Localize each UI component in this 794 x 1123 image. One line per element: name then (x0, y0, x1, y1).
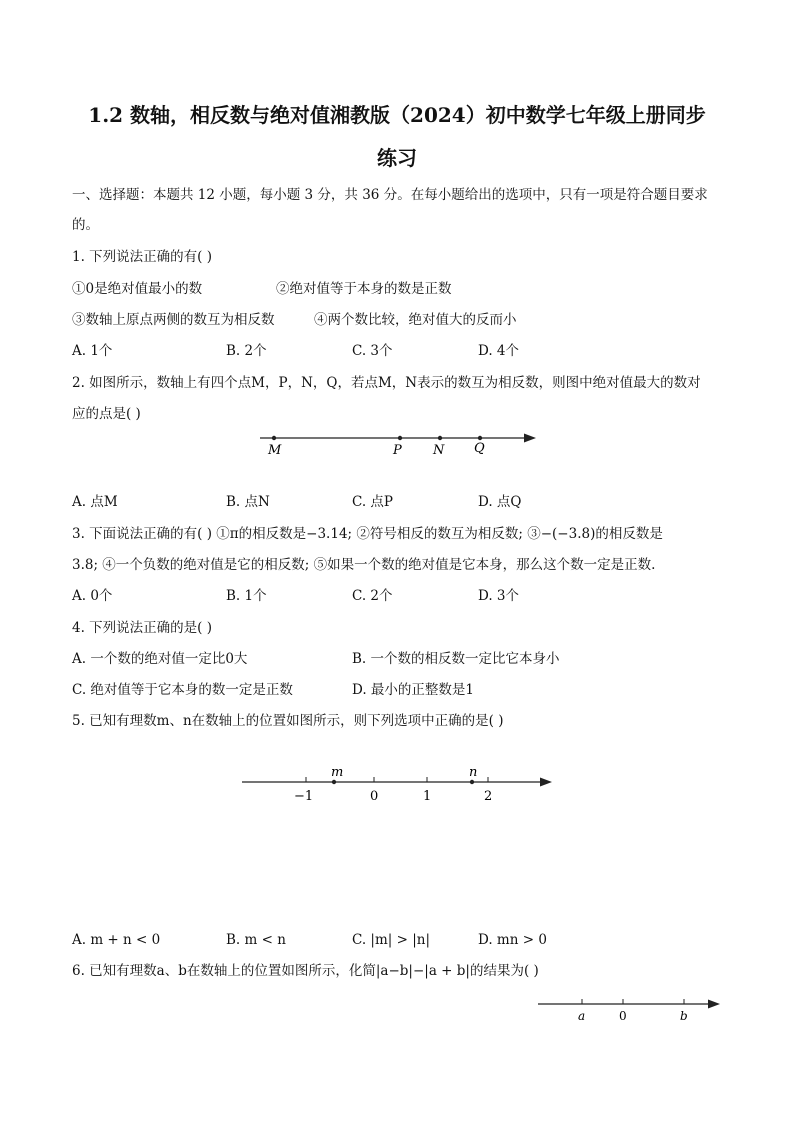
question-3-option-c[interactable]: C. 2个 (352, 588, 393, 604)
question-4-option-c[interactable]: C. 绝对值等于它本身的数一定是正数 (72, 682, 293, 698)
point-m-label: m (331, 765, 344, 780)
section-instructions: 一、选择题：本题共 12 小题，每小题 3 分，共 36 分。在每小题给出的选项中，只有一项是符合题目要求 (72, 187, 708, 203)
question-1-option-a[interactable]: A. 1个 (72, 343, 113, 359)
page-title: 1.2 数轴，相反数与绝对值湘教版（2024）初中数学七年级上册同步 (88, 103, 706, 127)
question-5-option-c[interactable]: C. |m| > |n| (352, 932, 431, 948)
question-2-option-a[interactable]: A. 点M (72, 494, 118, 510)
point-b-label: b (680, 1009, 688, 1023)
tick-label-minus-one: −1 (294, 789, 314, 804)
question-1-statement-4: ④两个数比较，绝对值大的反而小 (314, 312, 517, 328)
question-5-option-a[interactable]: A. m + n < 0 (72, 932, 161, 948)
question-3-stem: 3. 下面说法正确的有( ) ①π的相反数是−3.14; ②符号相反的数互为相反数; ③−(−3.8)的相反数是 (72, 526, 663, 542)
question-2-option-c[interactable]: C. 点P (352, 494, 394, 510)
question-5-option-d[interactable]: D. mn > 0 (478, 932, 547, 948)
point-n-label: n (469, 765, 478, 780)
question-1-option-d[interactable]: D. 4个 (478, 343, 520, 359)
question-1-statement-1: ①0是绝对值最小的数 (72, 281, 203, 297)
question-2-stem: 2. 如图所示，数轴上有四个点M，P，N，Q，若点M，N表示的数互为相反数，则图中绝对值最大的数对 (72, 375, 701, 391)
point-n-label: N (433, 443, 445, 458)
question-2-stem-continued: 应的点是( ) (72, 406, 141, 422)
point-p-label: P (393, 443, 402, 458)
tick-label-one: 1 (423, 789, 432, 804)
question-1-stem: 1. 下列说法正确的有( ) (72, 249, 212, 265)
question-4-option-a[interactable]: A. 一个数的绝对值一定比0大 (72, 651, 248, 667)
question-1-option-c[interactable]: C. 3个 (352, 343, 393, 359)
arrow-right-icon (708, 1000, 720, 1009)
question-2-option-d[interactable]: D. 点Q (478, 494, 522, 510)
tick-label-zero: 0 (370, 789, 379, 804)
question-5-option-b[interactable]: B. m < n (226, 932, 286, 948)
question-4-stem: 4. 下列说法正确的是( ) (72, 620, 212, 636)
point-m-label: M (268, 443, 282, 458)
section-instructions-continued: 的。 (72, 217, 99, 233)
question-3-stem-continued: 3.8; ④一个负数的绝对值是它的相反数; ⑤如果一个数的绝对值是它本身，那么这个数一定是正数. (72, 557, 656, 573)
question-6-stem: 6. 已知有理数a、b在数轴上的位置如图所示，化简|a−b|−|a + b|的结果为( ) (72, 963, 539, 979)
question-3-option-b[interactable]: B. 1个 (226, 588, 267, 604)
question-5-stem: 5. 已知有理数m、n在数轴上的位置如图所示，则下列选项中正确的是( ) (72, 713, 504, 729)
page-title-continued: 练习 (377, 146, 417, 170)
question-2-option-b[interactable]: B. 点N (226, 494, 270, 510)
question-1-option-b[interactable]: B. 2个 (226, 343, 267, 359)
question-3-option-d[interactable]: D. 3个 (478, 588, 520, 604)
question-1-statement-3: ③数轴上原点两侧的数互为相反数 (72, 312, 275, 328)
tick-label-two: 2 (484, 789, 493, 804)
point-q-label: Q (474, 441, 485, 456)
question-1-statement-2: ②绝对值等于本身的数是正数 (276, 281, 452, 297)
question-4-option-d[interactable]: D. 最小的正整数是1 (352, 682, 475, 698)
zero-label: 0 (619, 1009, 627, 1023)
question-3-option-a[interactable]: A. 0个 (72, 588, 113, 604)
point-a-label: a (578, 1009, 586, 1023)
question-4-option-b[interactable]: B. 一个数的相反数一定比它本身小 (352, 651, 560, 667)
